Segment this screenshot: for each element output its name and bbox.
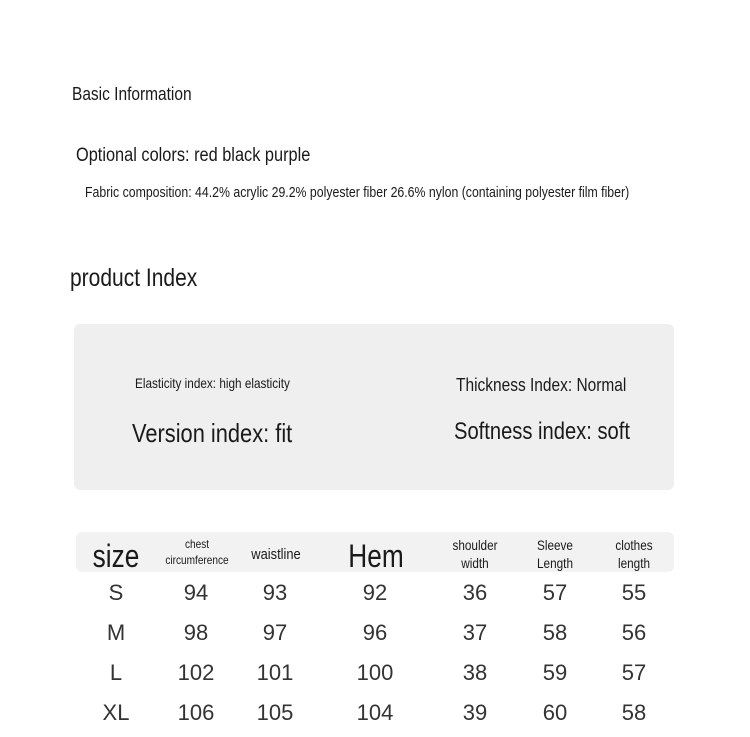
- cell-clothes: 56: [621, 620, 647, 645]
- header-waistline: [251, 545, 300, 565]
- cell-shoulder: 37: [462, 620, 488, 645]
- cell-waistline: 105: [256, 700, 294, 725]
- cell-hem: 100: [356, 660, 394, 685]
- cell-shoulder: 38: [462, 660, 488, 685]
- cell-hem: 92: [362, 580, 388, 605]
- cell-sleeve: 59: [542, 660, 568, 685]
- header-shoulder-width: [452, 536, 497, 572]
- header-hem-line1: Hem: [348, 538, 404, 574]
- header-sleeve-line1: Sleeve: [537, 537, 573, 553]
- cell-clothes: 58: [621, 700, 647, 725]
- basic-information-title: [72, 84, 211, 105]
- cell-size: XL: [102, 700, 130, 725]
- cell-hem: 104: [356, 700, 394, 725]
- version-index: [132, 418, 323, 449]
- optional-colors-line: [76, 145, 348, 167]
- header-clothes-line1: clothes: [615, 537, 653, 553]
- cell-waistline: 97: [262, 620, 288, 645]
- header-sleeve-length: [537, 536, 573, 572]
- cell-sleeve: 58: [542, 620, 568, 645]
- cell-shoulder: 36: [462, 580, 488, 605]
- cell-size: S: [108, 580, 124, 605]
- header-waistline-line1: waistline: [251, 546, 301, 563]
- softness-index: [454, 418, 663, 446]
- fabric-composition-line: [85, 184, 749, 201]
- cell-sleeve: 57: [542, 580, 568, 605]
- elasticity-index-text: Elasticity index: high elasticity: [135, 375, 290, 391]
- cell-size: M: [106, 620, 126, 645]
- header-chest-circumference: [165, 537, 228, 568]
- cell-chest: 106: [177, 700, 215, 725]
- cell-shoulder: 39: [462, 700, 488, 725]
- cell-chest: 98: [183, 620, 209, 645]
- optional-colors-text: Optional colors: red black purple: [76, 145, 311, 166]
- product-index-title: [70, 264, 222, 293]
- cell-waistline: 93: [262, 580, 288, 605]
- cell-size: L: [109, 660, 123, 685]
- header-hem: [348, 536, 403, 578]
- header-chest-line2: circumference: [165, 552, 229, 567]
- thickness-index-text: Thickness Index: Normal: [456, 375, 627, 395]
- version-index-text: Version index: fit: [132, 418, 293, 448]
- cell-clothes: 57: [621, 660, 647, 685]
- header-sleeve-line2: Length: [537, 555, 573, 572]
- product-index-card: [74, 324, 674, 490]
- header-shoulder-line2: width: [461, 555, 489, 572]
- basic-information-title-text: Basic Information: [72, 84, 192, 104]
- cell-clothes: 55: [621, 580, 647, 605]
- cell-chest: 102: [177, 660, 215, 685]
- header-clothes-length: [615, 536, 652, 572]
- header-size-line1: size: [92, 538, 140, 574]
- header-size: [93, 536, 140, 578]
- cell-chest: 94: [183, 580, 209, 605]
- thickness-index: [456, 375, 654, 396]
- cell-sleeve: 60: [542, 700, 568, 725]
- product-index-title-text: product Index: [70, 264, 198, 292]
- header-shoulder-line1: shoulder: [452, 537, 498, 553]
- header-chest-line1: chest: [184, 537, 210, 551]
- softness-index-text: Softness index: soft: [454, 418, 630, 445]
- cell-waistline: 101: [256, 660, 294, 685]
- header-clothes-line2: length: [617, 555, 651, 572]
- cell-hem: 96: [362, 620, 388, 645]
- elasticity-index: [135, 375, 319, 391]
- fabric-composition-text: Fabric composition: 44.2% acrylic 29.2% polyester fiber 26.6% nylon (containing polyester film fiber): [85, 184, 630, 201]
